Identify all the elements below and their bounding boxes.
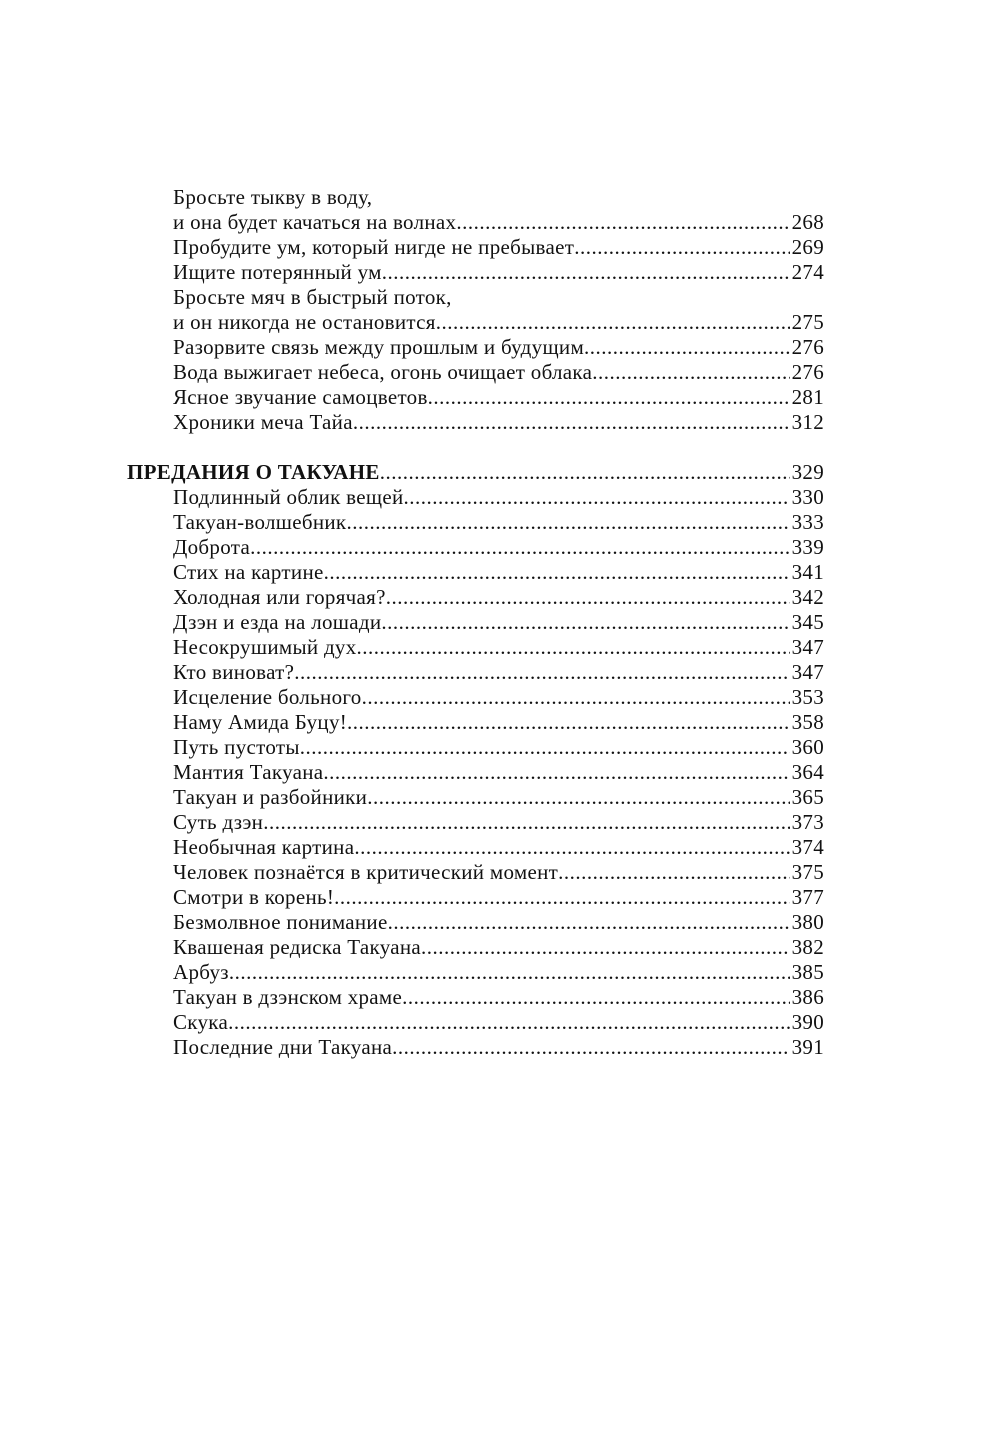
toc-entry-title: Такуан и разбойники xyxy=(173,785,368,809)
dot-leader xyxy=(402,985,789,1010)
toc-page-number: 382 xyxy=(791,935,824,959)
toc-entry xyxy=(127,710,824,735)
toc-entry-title: Необычная картина xyxy=(173,835,355,859)
toc-entry xyxy=(127,510,824,535)
dot-leader xyxy=(300,735,790,760)
toc-entry xyxy=(127,535,824,560)
toc-entry xyxy=(127,635,824,660)
toc-page-number: 268 xyxy=(791,210,824,234)
toc-entry-title: Бросьте тыкву в воду, xyxy=(173,185,373,209)
toc-entry xyxy=(127,185,824,210)
dot-leader xyxy=(436,310,790,335)
dot-leader xyxy=(380,460,790,485)
toc-page-number: 341 xyxy=(791,560,824,584)
table-of-contents xyxy=(127,185,824,1060)
toc-entry xyxy=(127,385,824,410)
toc-entry-title: Наму Амида Буцу! xyxy=(173,710,348,734)
toc-page-number: 276 xyxy=(791,360,824,384)
dot-leader xyxy=(324,560,790,585)
toc-page-number: 345 xyxy=(791,610,824,634)
dot-leader xyxy=(354,835,789,860)
dot-leader xyxy=(346,510,789,535)
toc-entry xyxy=(127,560,824,585)
toc-entry-title: Бросьте мяч в быстрый поток, xyxy=(173,285,452,309)
toc-entry xyxy=(127,660,824,685)
dot-leader xyxy=(428,385,790,410)
toc-entry xyxy=(127,260,824,285)
toc-entry-title: и она будет качаться на волнах xyxy=(173,210,457,234)
toc-page-number: 390 xyxy=(791,1010,824,1034)
dot-leader xyxy=(381,610,789,635)
toc-entry xyxy=(127,835,824,860)
toc-entry xyxy=(127,785,824,810)
toc-page-number: 358 xyxy=(791,710,824,734)
toc-entry-title: Хроники меча Тайа xyxy=(173,410,353,434)
dot-leader xyxy=(250,535,790,560)
dot-leader xyxy=(456,210,789,235)
toc-page-number: 375 xyxy=(791,860,824,884)
toc-page-number: 386 xyxy=(791,985,824,1009)
toc-page-number: 365 xyxy=(791,785,824,809)
toc-section-title: ПРЕДАНИЯ О ТАКУАНЕ xyxy=(127,460,380,484)
toc-page-number: 380 xyxy=(791,910,824,934)
toc-page-number: 274 xyxy=(791,260,824,284)
toc-entry xyxy=(127,760,824,785)
toc-page-number: 330 xyxy=(791,485,824,509)
toc-entry-title: Вода выжигает небеса, огонь очищает облака xyxy=(173,360,593,384)
toc-page-number: 347 xyxy=(791,660,824,684)
toc-entry-title: Ищите потерянный ум xyxy=(173,260,382,284)
toc-entry-title: Безмолвное понимание xyxy=(173,910,388,934)
toc-entry-title: Исцеление больного xyxy=(173,685,362,709)
toc-entry-title: Пробудите ум, который нигде не пребывает xyxy=(173,235,575,259)
toc-entry-title: Доброта xyxy=(173,535,251,559)
toc-entry-title: Путь пустоты xyxy=(173,735,300,759)
toc-entry-title: Стих на картине xyxy=(173,560,324,584)
dot-leader xyxy=(382,260,790,285)
toc-entry-title: Квашеная редиска Такуана xyxy=(173,935,422,959)
toc-entry xyxy=(127,685,824,710)
dot-leader xyxy=(362,685,790,710)
toc-page-number: 385 xyxy=(791,960,824,984)
dot-leader xyxy=(592,360,789,385)
toc-section-heading xyxy=(127,460,824,485)
toc-page-number: 364 xyxy=(791,760,824,784)
toc-entry xyxy=(127,735,824,760)
toc-entry-title: Смотри в корень! xyxy=(173,885,335,909)
toc-page-number: 312 xyxy=(791,410,824,434)
toc-entry xyxy=(127,935,824,960)
dot-leader xyxy=(263,810,789,835)
toc-entry xyxy=(127,210,824,235)
dot-leader xyxy=(347,710,790,735)
toc-entry xyxy=(127,410,824,435)
toc-entry xyxy=(127,1010,824,1035)
toc-entry xyxy=(127,310,824,335)
toc-entry-title: Такуан-волшебник xyxy=(173,510,347,534)
dot-leader xyxy=(404,485,790,510)
toc-entry-title: Такуан в дзэнском храме xyxy=(173,985,403,1009)
toc-entry-title: Подлинный облик вещей xyxy=(173,485,404,509)
toc-page-number: 391 xyxy=(791,1035,824,1059)
toc-entry-title: Кто виноват? xyxy=(173,660,295,684)
toc-entry xyxy=(127,960,824,985)
dot-leader xyxy=(584,335,790,360)
toc-page-number: 347 xyxy=(791,635,824,659)
toc-entry xyxy=(127,585,824,610)
toc-page-number: 373 xyxy=(791,810,824,834)
toc-entry-title: Разорвите связь между прошлым и будущим xyxy=(173,335,585,359)
toc-page-number: 333 xyxy=(791,510,824,534)
dot-leader xyxy=(334,885,789,910)
toc-page-number: 360 xyxy=(791,735,824,759)
toc-entry-title: и он никогда не остановится xyxy=(173,310,436,334)
toc-entry xyxy=(127,1035,824,1060)
toc-page-number: 353 xyxy=(791,685,824,709)
toc-page-number: 269 xyxy=(791,235,824,259)
toc-entry xyxy=(127,285,824,310)
toc-entry-title: Мантия Такуана xyxy=(173,760,324,784)
toc-page-number: 339 xyxy=(791,535,824,559)
toc-entry xyxy=(127,360,824,385)
toc-entry-title: Холодная или горячая? xyxy=(173,585,386,609)
dot-leader xyxy=(392,1035,789,1060)
toc-entry xyxy=(127,235,824,260)
toc-page-number: 377 xyxy=(791,885,824,909)
dot-leader xyxy=(294,660,789,685)
dot-leader xyxy=(386,585,790,610)
dot-leader xyxy=(353,410,790,435)
dot-leader xyxy=(323,760,789,785)
toc-entry xyxy=(127,610,824,635)
toc-entry xyxy=(127,485,824,510)
toc-entry xyxy=(127,810,824,835)
toc-entry-title: Дзэн и езда на лошади xyxy=(173,610,382,634)
toc-entry-title: Суть дзэн xyxy=(173,810,264,834)
toc-page-number: 342 xyxy=(791,585,824,609)
toc-page-number: 329 xyxy=(791,460,824,484)
toc-entry-title: Скука xyxy=(173,1010,229,1034)
toc-page-number: 374 xyxy=(791,835,824,859)
toc-entry-title: Арбуз xyxy=(173,960,229,984)
toc-entry-title: Последние дни Такуана xyxy=(173,1035,393,1059)
dot-leader xyxy=(574,235,789,260)
toc-entry xyxy=(127,985,824,1010)
dot-leader xyxy=(357,635,790,660)
toc-page-number: 276 xyxy=(791,335,824,359)
dot-leader xyxy=(558,860,790,885)
dot-leader xyxy=(367,785,789,810)
toc-page-number: 275 xyxy=(791,310,824,334)
dot-leader xyxy=(421,935,790,960)
toc-entry xyxy=(127,335,824,360)
dot-leader xyxy=(229,960,790,985)
toc-entry xyxy=(127,860,824,885)
toc-entry xyxy=(127,885,824,910)
dot-leader xyxy=(388,910,790,935)
toc-page-number: 281 xyxy=(791,385,824,409)
toc-entry xyxy=(127,910,824,935)
toc-entry-title: Несокрушимый дух xyxy=(173,635,357,659)
dot-leader xyxy=(228,1010,789,1035)
toc-entry-title: Ясное звучание самоцветов xyxy=(173,385,428,409)
toc-entry-title: Человек познаётся в критический момент xyxy=(173,860,559,884)
